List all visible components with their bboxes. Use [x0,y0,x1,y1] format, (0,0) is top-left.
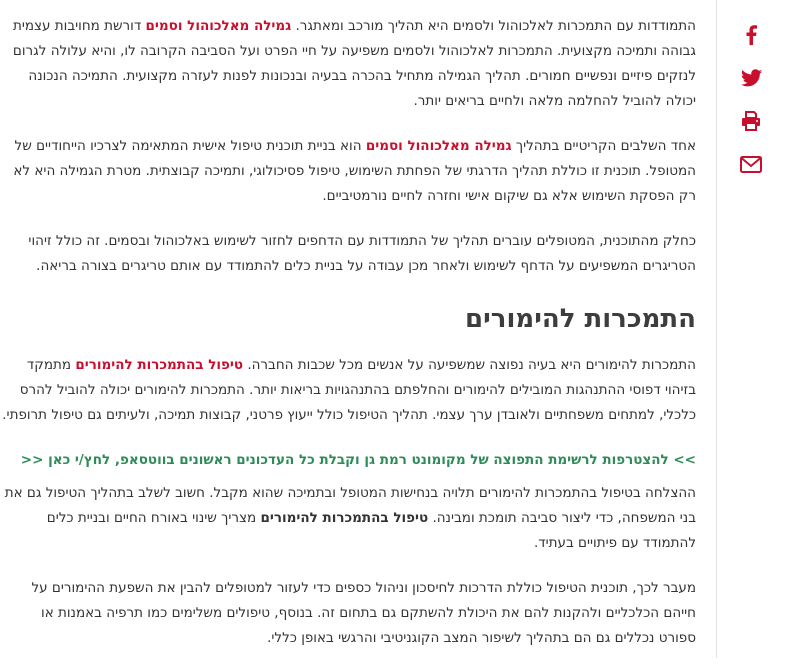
rehab-alcohol-drugs-link-2[interactable]: גמילה מאלכוהול וסמים [365,138,512,154]
paragraph-5 [0,481,696,556]
email-share-button[interactable] [739,153,763,175]
paragraph-1-text-b: דורשת מחויבות עצמית גבוהה ותמיכה מקצועית. התמכרות לאלכוהול ולסמים משפיעה על חיי הפרט ועל הסביבה הקרובה לו, והיא עלולה לגרום לנזקים פיזיים ונפשיים חמורים. תהליך הגמילה מתחיל בהכרה בבעיה ובנכונות לפנות לעזרה מקצועית. התמיכה הנכונה יכולה להוביל להחלמה מלאה ולחיים בריאים יותר. [12,18,696,109]
paragraph-1 [0,14,696,114]
section-heading: התמכרות להימורים [465,304,696,334]
paragraph-4-text-a: התמכרות להימורים היא בעיה נפוצה שמשפיעה על אנשים מכל שכבות החברה. [243,357,696,373]
paragraph-2-text-b: הוא בניית תוכנית טיפול אישית המתאימה לצרכיו הייחודיים של המטופל. תוכנית זו כוללת תהליך הדרגתי של הפחתת השימוש, טיפול פסיכולוגי, ותמיכה קבוצתית. מטרת הגמילה היא לא רק הפסקת השימוש אלא גם שיקום אישי וחזרה לחיים נורמטיביים. [13,138,696,204]
print-icon [741,111,761,131]
rehab-alcohol-drugs-link[interactable]: גמילה מאלכוהול וסמים [145,18,292,34]
share-bar [733,24,769,175]
facebook-share-button[interactable] [739,24,763,46]
paragraph-4 [0,353,696,428]
gambling-treatment-bold: טיפול בהתמכרות להימורים [260,510,429,526]
paragraph-4-text-b: מתמקד בזיהוי דפוסי ההתנהגות המובילים להימורים והחלפתם בהתנהגויות בריאות יותר. התמכרות להימורים יכולה להוביל להרס כלכלי, למתחים משפחתיים ולאובדן ערך עצמי. תהליך הטיפול כולל ייעוץ פרטני, קבוצות תמיכה, ולעיתים גם טיפול תרופתי. [2,357,696,423]
paragraph-2-text-a: אחד השלבים הקריטיים בתהליך [511,138,696,154]
gambling-treatment-link[interactable]: טיפול בהתמכרות להימורים [75,357,244,373]
twitter-share-button[interactable] [739,67,763,89]
whatsapp-signup-link[interactable]: >> להצטרפות לרשימת התפוצה של מקומונט רמת גן וקבלת כל העדכונים ראשונים בווטסאפ, לחץ/י כאן << [20,452,696,468]
paragraph-5-text-b: מצריך שינוי באורח החיים ובניית כלים להתמודד עם פיתויים בעתיד. [46,510,696,551]
twitter-icon [741,69,762,87]
paragraph-1-text-a: התמודדות עם התמכרות לאלכוהול ולסמים היא תהליך מורכב ומאתגר. [291,18,696,34]
paragraph-2 [0,134,696,209]
print-button[interactable] [739,110,763,132]
sidebar-divider [716,0,717,658]
paragraph-6: מעבר לכך, תוכנית הטיפול כוללת הדרכות לחיסכון וניהול כספים כדי לעזור למטופלים להבין את השפעת ההימורים על חייהם הכלכליים ולהקנות להם את היכולת להשתקם גם בתחום זה. בנוסף, טיפולים משלימים כמו תרפיה באמנות או ספורט נכללים גם הם בתהליך לשיפור המצב הקוגניטיבי והרגשי באופן כללי. [31,580,696,646]
email-icon [740,156,762,173]
paragraph-5-text-a: ההצלחה בטיפול בהתמכרות להימורים תלויה בנחישות המטופל ובתמיכה שהוא מקבל. חשוב לשלב בתהליך הטיפול גם את בני המשפחה, כדי ליצור סביבה תומכת ומבינה. [4,485,696,526]
facebook-icon [745,25,757,45]
paragraph-3: כחלק מהתוכנית, המטופלים עוברים תהליך של התמודדות עם הדחפים לחזור לשימוש באלכוהול ובסמים. זה כולל זיהוי הטריגרים המשפיעים על הדחף לשימוש ולאחר מכן עבודה על בניית כלים להתמודד עם אותם טריגרים בצורה בריאה. [28,233,696,274]
